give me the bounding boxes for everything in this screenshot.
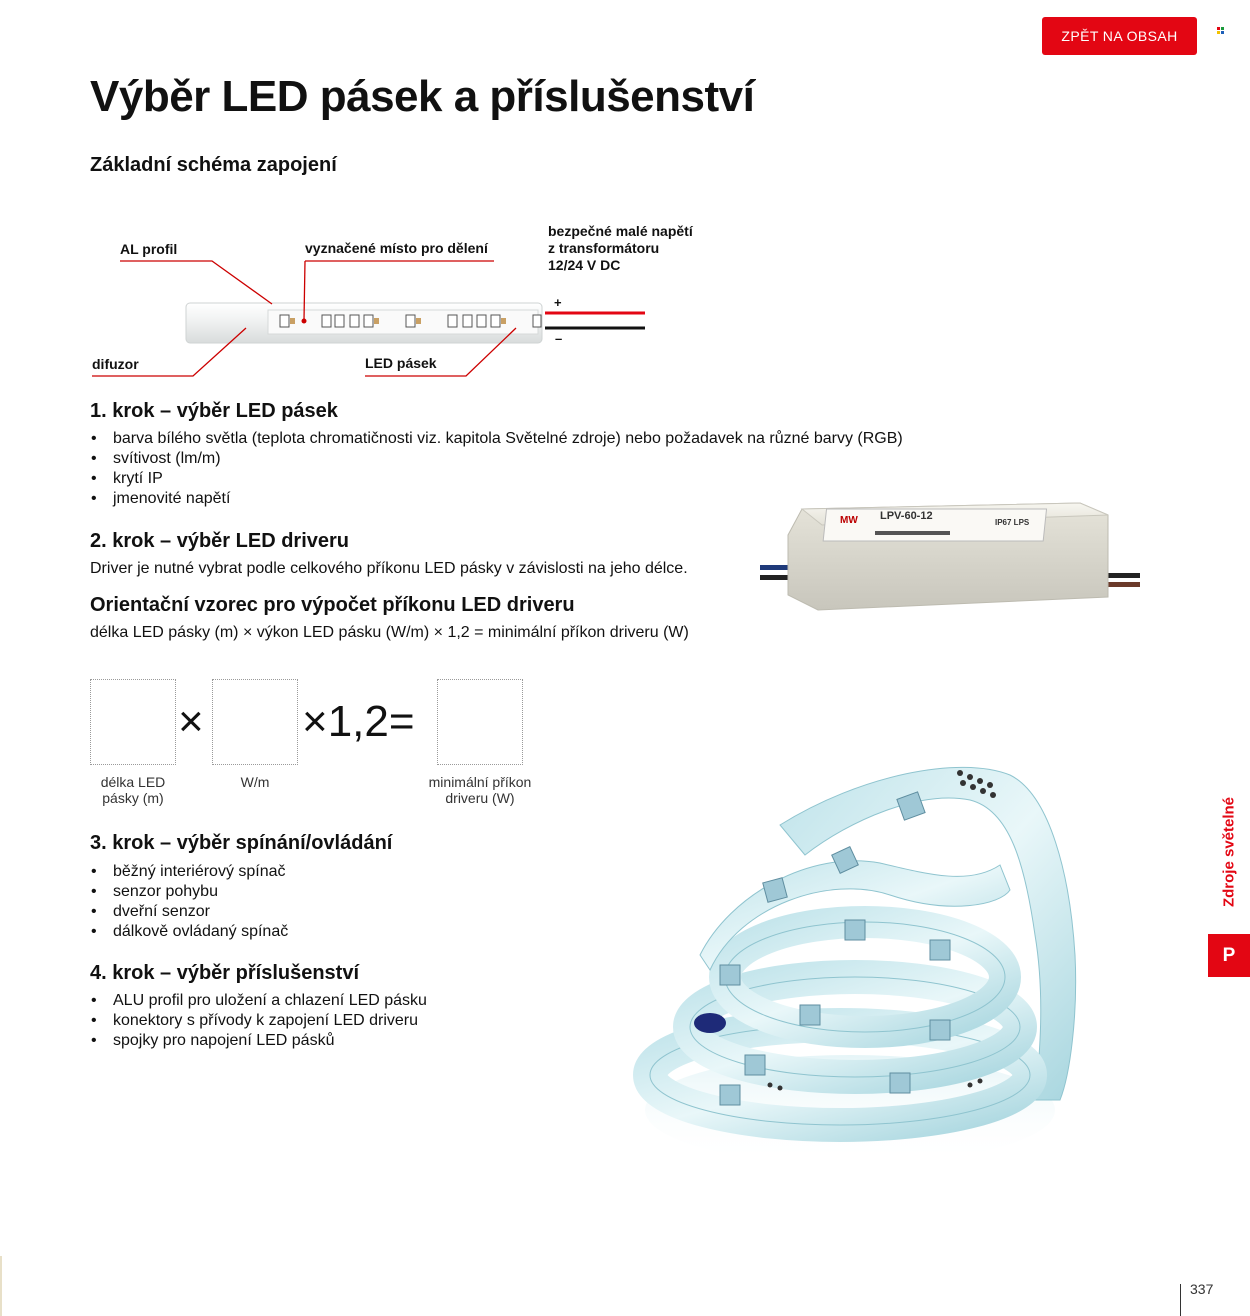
step4-list [90, 991, 427, 1051]
label-cut-mark: vyznačené místo pro dělení [305, 240, 488, 256]
formula-heading: Orientační vzorec pro výpočet příkonu LED driveru [90, 594, 575, 616]
list-item: • dveřní senzor [90, 902, 288, 922]
driver-model-label: LPV-60-12 [880, 510, 933, 522]
factor-sign: ×1,2= [302, 697, 415, 746]
multiply-sign: × [178, 697, 204, 746]
label-safe-voltage-2: z transformátoru [548, 240, 660, 256]
list-item: • dálkově ovládaný spínač [90, 922, 288, 942]
step4-heading: 4. krok – výběr příslušenství [90, 962, 360, 984]
list-item: • krytí IP [90, 469, 903, 489]
label-plus: + [554, 295, 562, 310]
step3-list [90, 862, 288, 942]
label-safe-voltage-1: bezpečné malé napětí [548, 223, 693, 239]
section-side-label: Zdroje světelné [1220, 796, 1238, 908]
list-item: • běžný interiérový spínač [90, 862, 288, 882]
brand-mark-icon [1217, 27, 1225, 34]
wiring-diagram [0, 0, 760, 400]
list-item: • jmenovité napětí [90, 489, 903, 509]
length-input-box[interactable] [90, 679, 176, 765]
list-item: • senzor pohybu [90, 882, 288, 902]
result-box[interactable] [437, 679, 523, 765]
driver-brand-label: MW [840, 515, 858, 526]
caption-length: délka LED pásky (m) [100, 774, 166, 806]
label-led-pasek: LED pásek [365, 355, 437, 371]
step2-heading: 2. krok – výběr LED driveru [90, 530, 350, 552]
formula-text: délka LED pásky (m) × výkon LED pásku (W/m) × 1,2 = minimální příkon driveru (W) [90, 624, 689, 641]
driver-ip-label: IP67 LPS [995, 518, 1030, 527]
list-item: • svítivost (lm/m) [90, 449, 903, 469]
list-item: • konektory s přívody k zapojení LED driveru [90, 1011, 427, 1031]
label-safe-voltage-3: 12/24 V DC [548, 257, 621, 273]
power-input-box[interactable] [212, 679, 298, 765]
back-to-contents-button[interactable]: ZPĚT NA OBSAH [1042, 17, 1197, 55]
page-number-divider [1180, 1284, 1181, 1316]
label-difuzor: difuzor [92, 356, 139, 372]
led-strip-coil-image [630, 755, 1100, 1185]
caption-power: W/m [240, 774, 270, 790]
list-item: • barva bílého světla (teplota chromatičnosti viz. kapitola Světelné zdroje) nebo požadavek na různé barvy (RGB) [90, 429, 903, 449]
schema-heading: Základní schéma zapojení [90, 154, 337, 176]
page-title: Výběr LED pásek a příslušenství [90, 72, 755, 121]
list-item: • spojky pro napojení LED pásků [90, 1031, 427, 1051]
led-driver-image [760, 495, 1145, 620]
step3-heading: 3. krok – výběr spínání/ovládání [90, 832, 393, 854]
section-tab[interactable]: P [1208, 934, 1250, 977]
label-minus: – [555, 331, 563, 346]
caption-min-power: minimální příkon driveru (W) [428, 774, 532, 806]
step1-heading: 1. krok – výběr LED pásek [90, 400, 338, 422]
page-number: 337 [1190, 1281, 1214, 1297]
step2-text: Driver je nutné vybrat podle celkového příkonu LED pásky v závislosti na jeho délce. [90, 560, 688, 577]
label-al-profil: AL profil [120, 241, 178, 257]
page-edge-divider [0, 1256, 2, 1316]
list-item: • ALU profil pro uložení a chlazení LED pásku [90, 991, 427, 1011]
